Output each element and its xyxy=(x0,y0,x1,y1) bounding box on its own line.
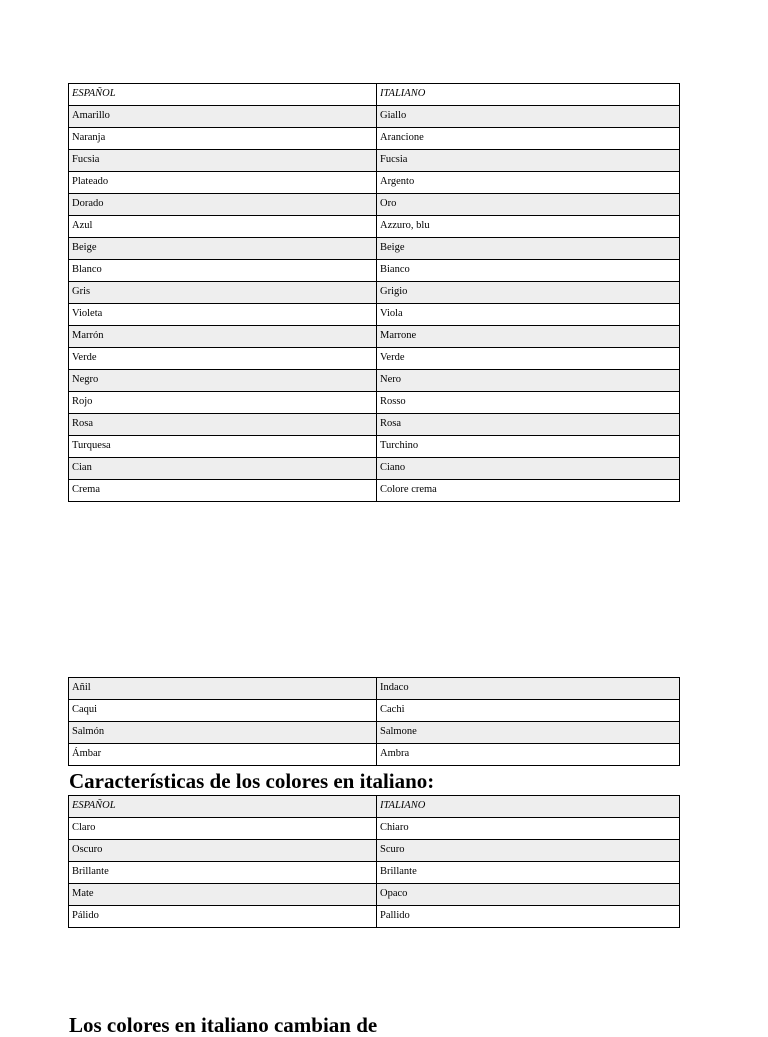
cell-italian: Rosso xyxy=(377,392,680,414)
cell-italian: Beige xyxy=(377,238,680,260)
table-row xyxy=(69,744,680,766)
cell-italian: Marrone xyxy=(377,326,680,348)
table-row xyxy=(69,238,680,260)
cell-spanish: Negro xyxy=(69,370,377,392)
header-cell-italian: ITALIANO xyxy=(377,796,680,818)
header-cell-spanish: ESPAÑOL xyxy=(69,796,377,818)
cell-spanish: Pálido xyxy=(69,906,377,928)
table-row xyxy=(69,884,680,906)
cell-italian: Salmone xyxy=(377,722,680,744)
table-row xyxy=(69,818,680,840)
more-colors-table xyxy=(68,677,680,766)
table-row xyxy=(69,436,680,458)
cell-spanish: Fucsia xyxy=(69,150,377,172)
header-cell-italian: ITALIANO xyxy=(377,84,680,106)
cell-italian: Oro xyxy=(377,194,680,216)
cell-spanish: Oscuro xyxy=(69,840,377,862)
colors-table xyxy=(68,83,680,502)
cell-spanish: Cian xyxy=(69,458,377,480)
cell-spanish: Dorado xyxy=(69,194,377,216)
table-row xyxy=(69,194,680,216)
cell-italian: Turchino xyxy=(377,436,680,458)
cut-off-heading: Los colores en italiano cambian de xyxy=(69,1013,378,1037)
table-row xyxy=(69,326,680,348)
table-row xyxy=(69,348,680,370)
cell-spanish: Naranja xyxy=(69,128,377,150)
table-row xyxy=(69,128,680,150)
cell-spanish: Marrón xyxy=(69,326,377,348)
table-row xyxy=(69,370,680,392)
cell-italian: Scuro xyxy=(377,840,680,862)
cell-italian: Verde xyxy=(377,348,680,370)
cell-spanish: Claro xyxy=(69,818,377,840)
table-header-row xyxy=(69,84,680,106)
table-row xyxy=(69,480,680,502)
cell-italian: Arancione xyxy=(377,128,680,150)
more-colors-table-body xyxy=(69,678,680,766)
cell-spanish: Beige xyxy=(69,238,377,260)
cell-italian: Chiaro xyxy=(377,818,680,840)
table-row xyxy=(69,906,680,928)
cell-spanish: Verde xyxy=(69,348,377,370)
cell-italian: Giallo xyxy=(377,106,680,128)
cell-spanish: Plateado xyxy=(69,172,377,194)
cell-spanish: Crema xyxy=(69,480,377,502)
cell-spanish: Salmón xyxy=(69,722,377,744)
table-header-row xyxy=(69,796,680,818)
colors-table-body xyxy=(69,84,680,502)
cell-italian: Indaco xyxy=(377,678,680,700)
table-row xyxy=(69,840,680,862)
cell-spanish: Rosa xyxy=(69,414,377,436)
table-row xyxy=(69,216,680,238)
cell-italian: Fucsia xyxy=(377,150,680,172)
table-row xyxy=(69,392,680,414)
cell-italian: Bianco xyxy=(377,260,680,282)
cell-spanish: Mate xyxy=(69,884,377,906)
header-cell-spanish: ESPAÑOL xyxy=(69,84,377,106)
table-row xyxy=(69,458,680,480)
cell-spanish: Añil xyxy=(69,678,377,700)
cell-italian: Viola xyxy=(377,304,680,326)
table-row xyxy=(69,106,680,128)
cell-italian: Rosa xyxy=(377,414,680,436)
cell-spanish: Brillante xyxy=(69,862,377,884)
cell-italian: Ambra xyxy=(377,744,680,766)
cell-italian: Colore crema xyxy=(377,480,680,502)
cell-italian: Ciano xyxy=(377,458,680,480)
cell-italian: Nero xyxy=(377,370,680,392)
table-row xyxy=(69,862,680,884)
cell-italian: Cachi xyxy=(377,700,680,722)
characteristics-heading: Características de los colores en italiano: xyxy=(69,769,435,793)
cell-italian: Argento xyxy=(377,172,680,194)
cell-spanish: Turquesa xyxy=(69,436,377,458)
cell-italian: Opaco xyxy=(377,884,680,906)
table-row xyxy=(69,678,680,700)
cell-spanish: Blanco xyxy=(69,260,377,282)
table-row xyxy=(69,150,680,172)
characteristics-table-body xyxy=(69,796,680,928)
cell-italian: Brillante xyxy=(377,862,680,884)
cell-spanish: Amarillo xyxy=(69,106,377,128)
characteristics-table xyxy=(68,795,680,928)
table-row xyxy=(69,414,680,436)
table-row xyxy=(69,304,680,326)
table-row xyxy=(69,260,680,282)
table-row xyxy=(69,700,680,722)
cell-spanish: Ámbar xyxy=(69,744,377,766)
cell-spanish: Azul xyxy=(69,216,377,238)
cell-spanish: Gris xyxy=(69,282,377,304)
cell-spanish: Caqui xyxy=(69,700,377,722)
cell-italian: Grigio xyxy=(377,282,680,304)
cell-italian: Pallido xyxy=(377,906,680,928)
cell-spanish: Violeta xyxy=(69,304,377,326)
table-row xyxy=(69,282,680,304)
cell-italian: Azzuro, blu xyxy=(377,216,680,238)
table-row xyxy=(69,722,680,744)
table-row xyxy=(69,172,680,194)
cell-spanish: Rojo xyxy=(69,392,377,414)
